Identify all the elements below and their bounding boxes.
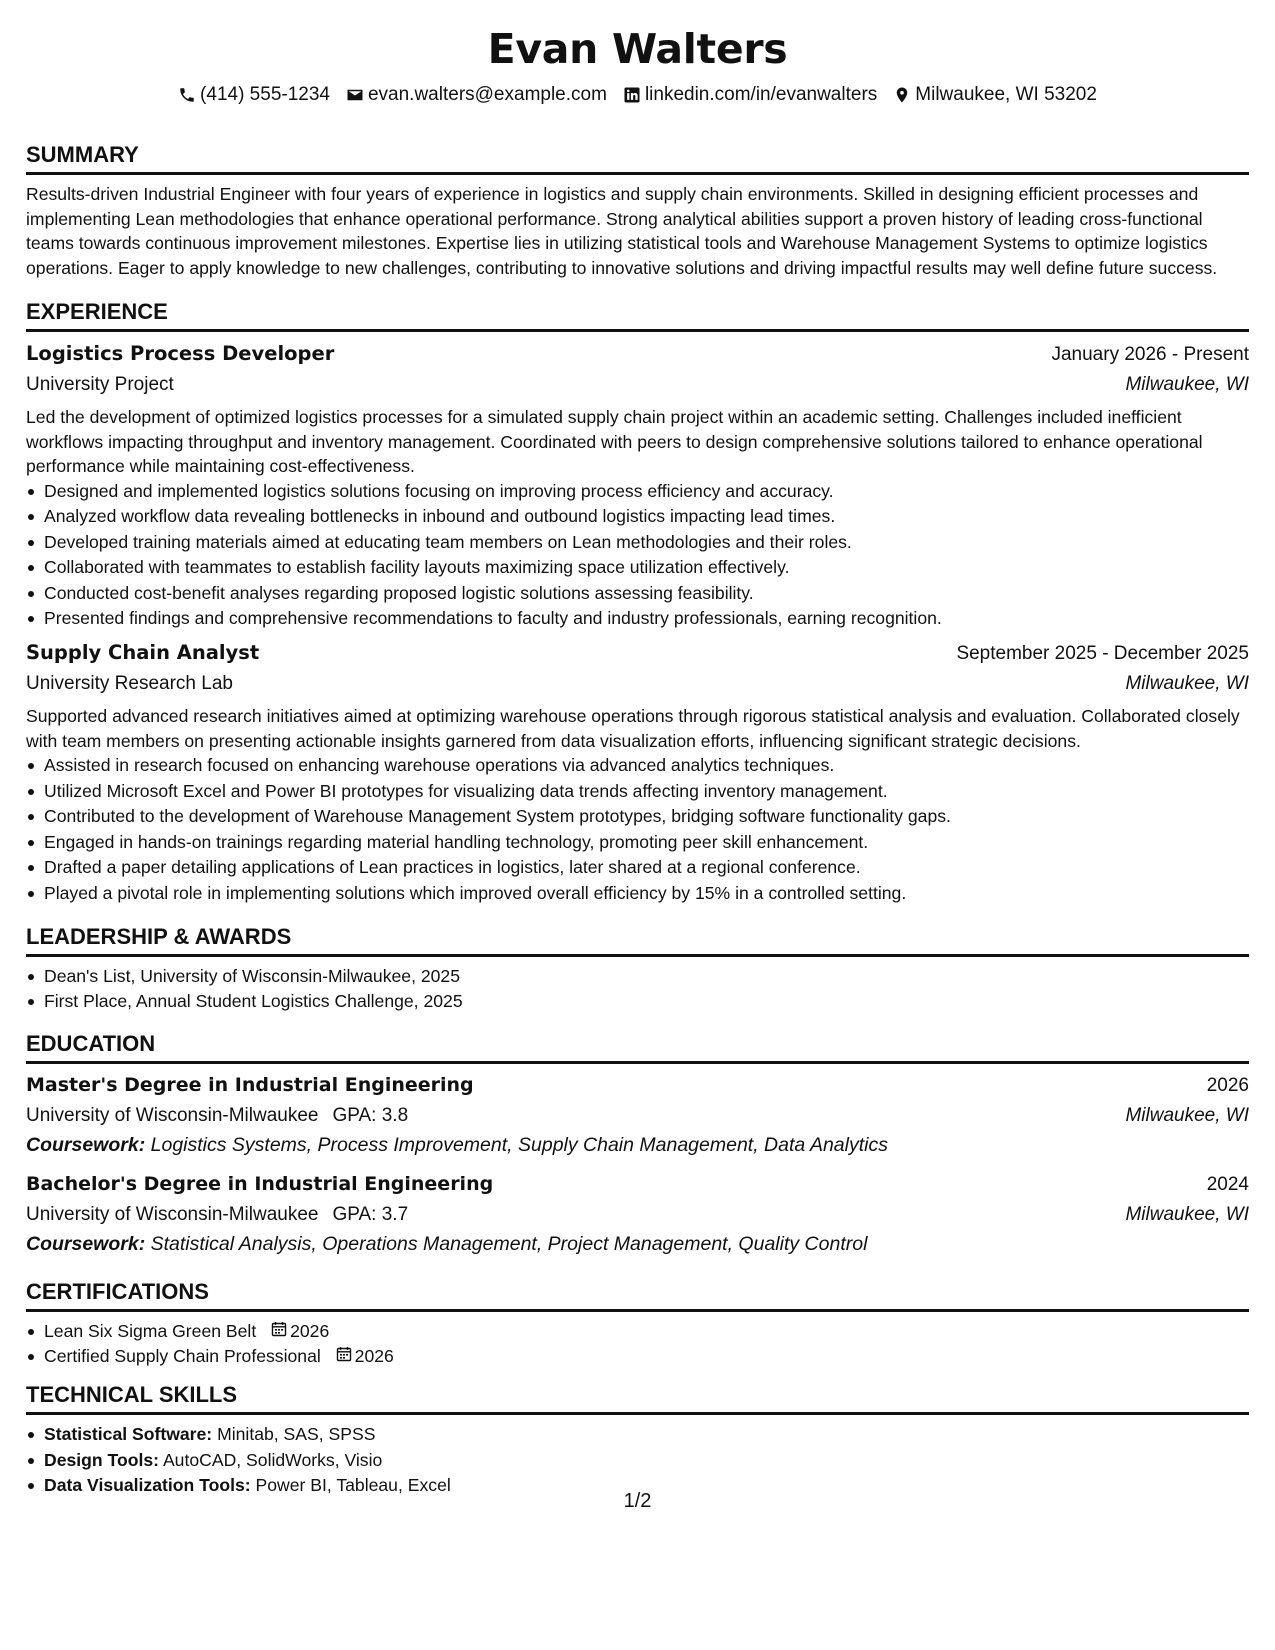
contact-phone: (414) 555-1234 (178, 84, 330, 106)
school-location: Milwaukee, WI (1125, 1104, 1249, 1126)
section-title: TECHNICAL SKILLS (26, 1380, 1249, 1415)
job-description: Led the development of optimized logistics processes for a simulated supply chain project within an academic setting. Challenges included inefficient workflows impacting throughput and inventory management. Coordinated with peers to design comprehensive solutions tailored to enhance operational performance while maintaining cost-effectiveness. (26, 407, 1203, 476)
education-entry (26, 1170, 1249, 1259)
list-item: Developed training materials aimed at educating team members on Lean methodologies and their roles. (26, 530, 1249, 556)
list-item: Designed and implemented logistics solutions focusing on improving process efficiency and accuracy. (26, 479, 1249, 505)
section-title: SUMMARY (26, 140, 1249, 175)
certifications-list (26, 1319, 1249, 1370)
degree-title: Master's Degree in Industrial Engineering (26, 1073, 474, 1096)
coursework-list: Logistics Systems, Process Improvement, Supply Chain Management, Data Analytics (150, 1133, 888, 1156)
education-entry (26, 1071, 1249, 1160)
school-location: Milwaukee, WI (1125, 1203, 1249, 1225)
skill-category: Data Visualization Tools: (44, 1475, 251, 1496)
certification-name: Certified Supply Chain Professional (44, 1346, 321, 1367)
list-item: Utilized Microsoft Excel and Power BI prototypes for visualizing data trends affecting inventory management. (26, 779, 1249, 805)
coursework (26, 1230, 1249, 1259)
section-title: EDUCATION (26, 1029, 1249, 1064)
candidate-name: Evan Walters (487, 25, 788, 73)
list-item: Collaborated with teammates to establish facility layouts maximizing space utilization effectively. (26, 555, 1249, 581)
leadership-section (26, 922, 1249, 1015)
list-item (26, 1448, 1249, 1474)
summary-text: Results-driven Industrial Engineer with four years of experience in logistics and supply chain environments. Skilled in designing efficient processes and implementing Lean methodologies that enhance operational performance. Strong analytical abilities support a proven history of leading cross-functional teams towards continuous improvement milestones. Expertise lies in utilizing statistical tools and Warehouse Management Systems to optimize logistics operations. Eager to apply knowledge to new challenges, contributing to innovative solutions and driving impactful results may well define future success. (26, 184, 1218, 278)
list-item: Conducted cost-benefit analyses regarding proposed logistic solutions assessing feasibility. (26, 581, 1249, 607)
list-item (26, 1344, 1249, 1370)
awards-list (26, 964, 1249, 1015)
coursework-label: Coursework: (26, 1133, 146, 1156)
contact-linkedin[interactable]: linkedin.com/in/evanwalters (623, 84, 877, 106)
certification-name: Lean Six Sigma Green Belt (44, 1320, 257, 1341)
job-organization: University Project (26, 374, 174, 395)
section-title: EXPERIENCE (26, 297, 1249, 332)
certification-date: 2026 (336, 1344, 394, 1370)
map-pin-icon (893, 86, 911, 104)
list-item: Engaged in hands-on trainings regarding material handling technology, promoting peer skill enhancement. (26, 830, 1249, 856)
job-dates: September 2025 - December 2025 (956, 643, 1249, 665)
list-item: Assisted in research focused on enhancing warehouse operations via advanced analytics techniques. (26, 753, 1249, 779)
school-line (26, 1101, 408, 1131)
job-title: Logistics Process Developer (26, 342, 335, 365)
education-section (26, 1029, 1249, 1259)
calendar-icon (271, 1319, 290, 1345)
degree-title: Bachelor's Degree in Industrial Engineering (26, 1172, 494, 1195)
certifications-section (26, 1277, 1249, 1370)
gpa: GPA: 3.8 (332, 1104, 409, 1126)
envelope-icon (346, 86, 364, 104)
list-item: Played a pivotal role in implementing solutions which improved overall efficiency by 15% in a controlled setting. (26, 881, 1249, 907)
list-item: Contributed to the development of Warehouse Management System prototypes, bridging software functionality gaps. (26, 804, 1249, 830)
job-description: Supported advanced research initiatives aimed at optimizing warehouse operations through rigorous statistical analysis and evaluation. Collaborated closely with team members on presenting actionable insights garnered from data visualization efforts, influencing significant strategic decisions. (26, 706, 1240, 751)
job-title: Supply Chain Analyst (26, 641, 260, 665)
skill-category: Design Tools: (44, 1449, 160, 1470)
page-number: 1/2 (623, 1490, 652, 1512)
degree-year: 2026 (1206, 1074, 1249, 1096)
contact-bar (26, 82, 1249, 108)
list-item (26, 1319, 1249, 1345)
skill-category: Statistical Software: (44, 1424, 213, 1444)
school-name: University of Wisconsin-Milwaukee (26, 1104, 319, 1126)
phone-icon (178, 86, 196, 104)
list-item (26, 1422, 1249, 1448)
coursework (26, 1131, 1249, 1160)
list-item: Presented findings and comprehensive recommendations to faculty and industry professionals, earning recognition. (26, 606, 1249, 632)
list-item: Dean's List, University of Wisconsin-Milwaukee, 2025 (26, 964, 1249, 990)
job-location: Milwaukee, WI (1125, 374, 1249, 395)
job-entry (26, 339, 1249, 632)
contact-location: Milwaukee, WI 53202 (893, 84, 1097, 106)
job-bullets (26, 479, 1249, 633)
gpa: GPA: 3.7 (332, 1203, 409, 1225)
certification-date: 2026 (271, 1319, 329, 1345)
list-item: Analyzed workflow data revealing bottlenecks in inbound and outbound logistics impacting lead times. (26, 504, 1249, 530)
skill-values: Minitab, SAS, SPSS (217, 1424, 376, 1444)
summary-section (26, 140, 1249, 280)
skills-list (26, 1422, 1249, 1499)
calendar-icon (336, 1344, 355, 1370)
job-dates: January 2026 - Present (1051, 344, 1249, 365)
section-title: CERTIFICATIONS (26, 1277, 1249, 1312)
job-location: Milwaukee, WI (1125, 673, 1249, 695)
degree-year: 2024 (1206, 1173, 1249, 1195)
section-title: LEADERSHIP & AWARDS (26, 922, 1249, 957)
school-line (26, 1200, 408, 1230)
job-bullets (26, 753, 1249, 907)
skill-values: AutoCAD, SolidWorks, Visio (162, 1449, 383, 1470)
technical-skills-section (26, 1380, 1249, 1499)
contact-email[interactable]: evan.walters@example.com (346, 84, 607, 106)
experience-section (26, 297, 1249, 907)
school-name: University of Wisconsin-Milwaukee (26, 1203, 319, 1225)
coursework-list: Statistical Analysis, Operations Management, Project Management, Quality Control (150, 1232, 868, 1255)
job-entry (26, 638, 1249, 907)
linkedin-icon (623, 86, 641, 104)
job-organization: University Research Lab (26, 673, 233, 695)
skill-values: Power BI, Tableau, Excel (255, 1475, 451, 1496)
list-item: First Place, Annual Student Logistics Challenge, 2025 (26, 989, 1249, 1015)
coursework-label: Coursework: (26, 1232, 146, 1255)
list-item: Drafted a paper detailing applications of Lean practices in logistics, later shared at a regional conference. (26, 855, 1249, 881)
